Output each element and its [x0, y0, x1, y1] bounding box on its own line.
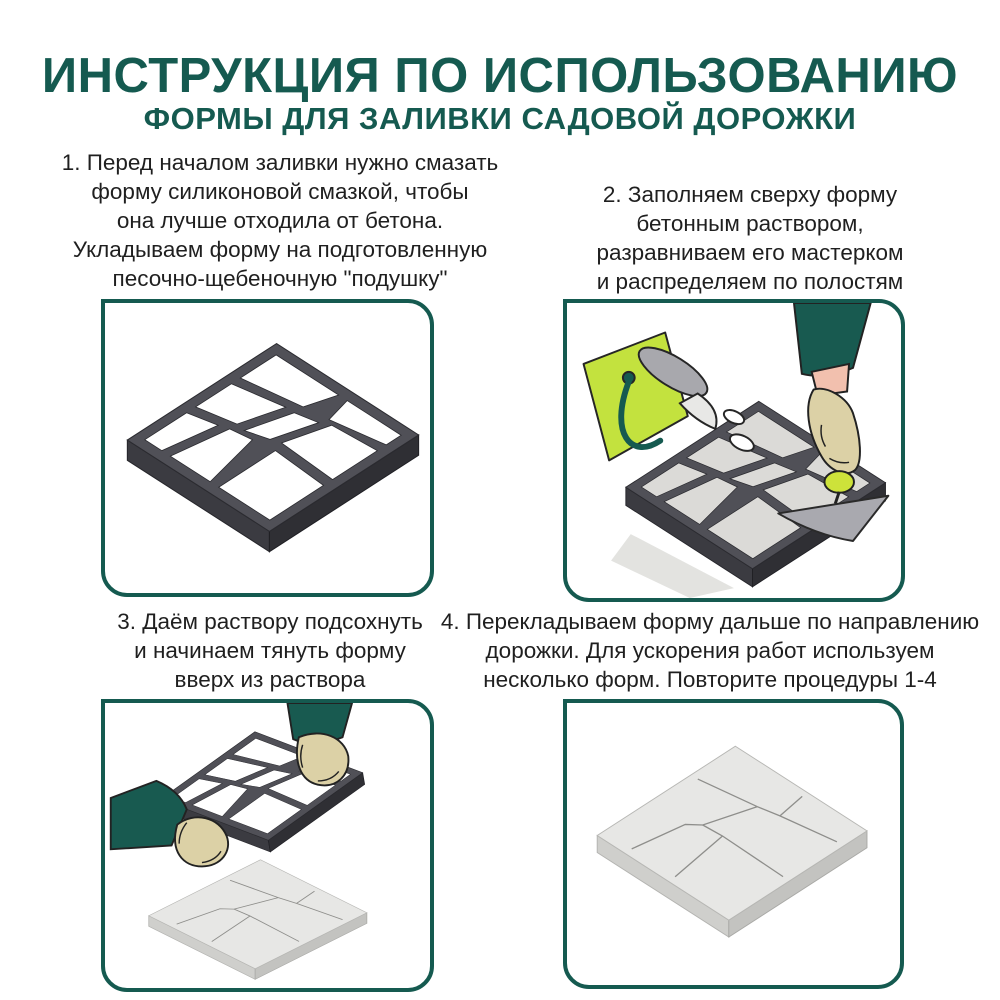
- step-text-line: песочно-щебеночную "подушку": [112, 266, 448, 291]
- step-text-line: разравниваем его мастерком: [596, 240, 904, 265]
- page-title: ИНСТРУКЦИЯ ПО ИСПОЛЬЗОВАНИЮ: [41, 49, 959, 103]
- step-text-line: вверх из раствора: [174, 667, 366, 692]
- step-text-line: бетонным раствором,: [636, 211, 864, 236]
- step-4-illustration: [563, 699, 904, 989]
- step-1-text: [30, 148, 530, 293]
- step-4-text: [425, 607, 995, 694]
- page-subtitle: ФОРМЫ ДЛЯ ЗАЛИВКИ САДОВОЙ ДОРОЖКИ: [143, 101, 857, 136]
- step-text-line: несколько форм. Повторите процедуры 1-4: [483, 667, 937, 692]
- step-3-text: [60, 607, 480, 694]
- step-text-line: 4. Перекладываем форму дальше по направлению: [440, 609, 980, 634]
- step-text-line: 2. Заполняем сверху форму: [602, 182, 898, 207]
- step-text-line: и начинаем тянуть форму: [134, 638, 406, 663]
- step-2-text: [525, 180, 975, 296]
- step-text-line: 3. Даём раствору подсохнуть: [117, 609, 423, 634]
- concrete-tile-icon: [149, 860, 367, 980]
- step-text-line: дорожки. Для ускорения работ используем: [485, 638, 935, 663]
- step-text-line: она лучше отходила от бетона.: [116, 208, 444, 233]
- mold-icon: [127, 344, 418, 552]
- step-2-illustration: [563, 299, 905, 602]
- step-3-illustration: [101, 699, 434, 992]
- step-text-line: форму силиконовой смазкой, чтобы: [91, 179, 469, 204]
- step-text-line: 1. Перед началом заливки нужно смазать: [61, 150, 499, 175]
- step-text-line: и распределяем по полостям: [596, 269, 904, 294]
- finished-tile-icon: [597, 746, 867, 937]
- step-text-line: Укладываем форму на подготовленную: [72, 237, 488, 262]
- step-1-illustration: [101, 299, 434, 597]
